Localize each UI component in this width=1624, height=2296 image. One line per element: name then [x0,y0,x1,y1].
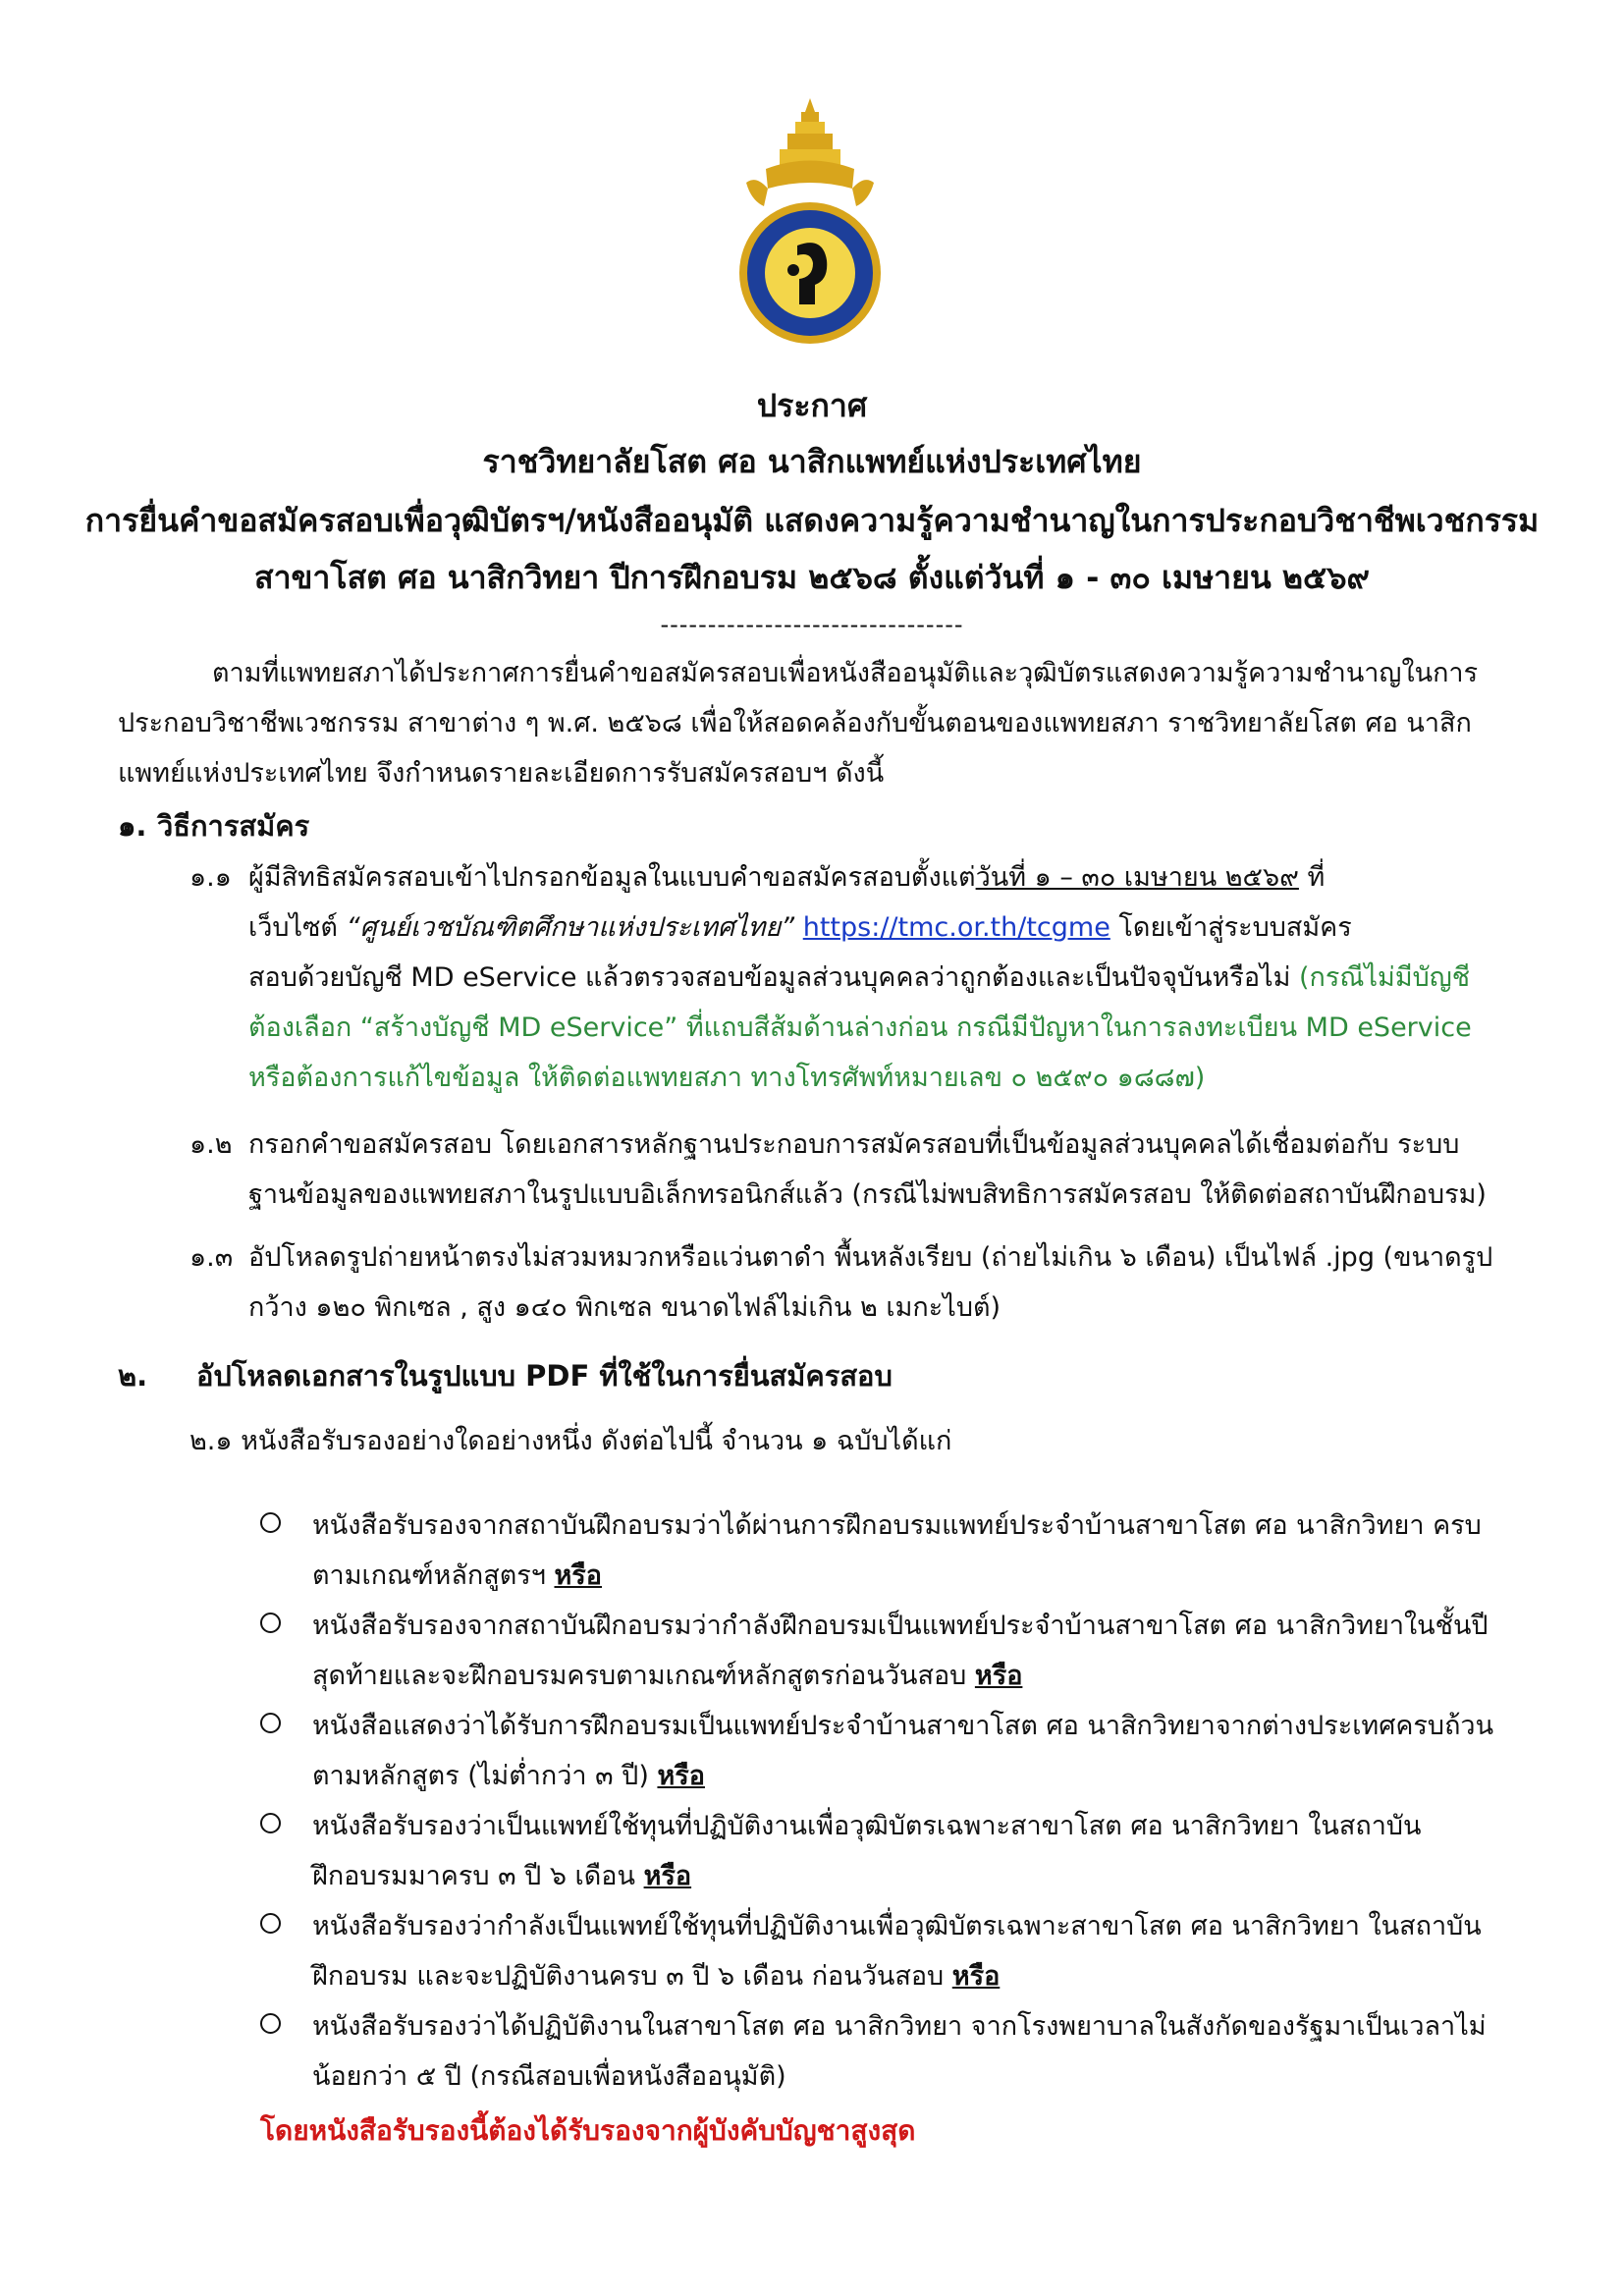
intro-line-1: ตามที่แพทยสภาได้ประกาศการยื่นคำขอสมัครสอบเพื่อหนังสืออนุมัติและวุฒิบัตรแสดงความรู้ความชำนาญในการ [212,658,1479,688]
item-1-1 [189,852,1520,1103]
circle-bullet-icon [260,2013,281,2034]
site-name: “ศูนย์เวชบัณฑิตศึกษาแห่งประเทศไทย” [346,912,795,943]
or-keyword: หรือ [951,1961,1001,1992]
circle-bullet-icon [260,1913,281,1934]
registration-link[interactable]: https://tmc.or.th/tcgme [802,912,1110,943]
item-1-3-line-2: กว้าง ๑๒๐ พิกเซล , สูง ๑๔๐ พิกเซล ขนาดไฟล์ไม่เกิน ๒ เมกะไบต์) [248,1292,1001,1323]
item-1-2-line-1: กรอกคำขอสมัครสอบ โดยเอกสารหลักฐานประกอบการสมัครสอบที่เป็นข้อมูลส่วนบุคคลได้เชื่อมต่อกับ ระบบ [248,1129,1460,1160]
item-1-1-line-2: เว็บไซต์ “ศูนย์เวชบัณฑิตศึกษาแห่งประเทศไทย” https://tmc.or.th/tcgme โดยเข้าสู่ระบบสมัคร [248,912,1352,943]
bullet-item: หนังสือรับรองจากสถาบันฝึกอบรมว่ากำลังฝึกอบรมเป็นแพทย์ประจำบ้านสาขาโสต ศอ นาสิกวิทยาในชั้นปี สุดท้ายและจะฝึกอบรมครบตามเกณฑ์หลักสูตรก่อนวันสอบ หรือ [260,1601,1522,1701]
or-keyword: หรือ [657,1761,705,1791]
item-1-2 [189,1120,1520,1220]
red-warning-note: โดยหนังสือรับรองนี้ต้องได้รับรองจากผู้บังคับบัญชาสูงสุด [260,2114,916,2147]
item-number: ๑.๓ [189,1242,234,1273]
bullet-item: หนังสือรับรองจากสถาบันฝึกอบรมว่าได้ผ่านการฝึกอบรมแพทย์ประจำบ้านสาขาโสต ศอ นาสิกวิทยา ครบ ตามเกณฑ์หลักสูตรฯ หรือ [260,1501,1522,1601]
crown-icon [746,98,874,206]
organization-name: ราชวิทยาลัยโสต ศอ นาสิกแพทย์แห่งประเทศไทย [482,443,1142,480]
subject-line-1: การยื่นคำขอสมัครสอบเพื่อวุฒิบัตรฯ/หนังสืออนุมัติ แสดงความรู้ความชำนาญในการประกอบวิชาชีพเวชกรรม [84,502,1540,539]
item-number: ๑.๒ [189,1129,233,1160]
section-1-heading: ๑. วิธีการสมัคร [118,809,310,843]
separator-line: -------------------------------- [660,611,964,638]
intro-line-3: แพทย์แห่งประเทศไทย จึงกำหนดรายละเอียดการรับสมัครสอบฯ ดังนี้ [118,758,885,789]
item-1-3 [189,1232,1520,1333]
announcement-heading: ประกาศ [756,387,868,424]
subject-line-2: สาขาโสต ศอ นาสิกวิทยา ปีการฝึกอบรม ๒๕๖๘ ตั้งแต่วันที่ ๑ - ๓๐ เมษายน ๒๕๖๙ [254,559,1370,596]
or-keyword: หรือ [974,1661,1023,1691]
item-number: ๑.๑ [189,862,232,893]
intro-paragraph [118,648,1512,798]
college-emblem-logo [736,98,884,363]
circle-bullet-icon [260,1713,281,1733]
circle-bullet-icon [260,1613,281,1633]
bullet-item: หนังสือแสดงว่าได้รับการฝึกอบรมเป็นแพทย์ประจำบ้านสาขาโสต ศอ นาสิกวิทยาจากต่างประเทศครบถ้วน ตามหลักสูตร (ไม่ต่ำกว่า ๓ ปี) หรือ [260,1701,1522,1801]
intro-line-2: ประกอบวิชาชีพเวชกรรม สาขาต่าง ๆ พ.ศ. ๒๕๖๘ เพื่อให้สอดคล้องกับขั้นตอนของแพทยสภา ราชวิทยาลัยโสต ศอ นาสิก [118,708,1472,738]
item-1-1-line-1: ผู้มีสิทธิสมัครสอบเข้าไปกรอกข้อมูลในแบบคำขอสมัครสอบตั้งแต่วันที่ ๑ – ๓๐ เมษายน ๒๕๖๙ ที่ [248,862,1326,893]
item-1-1-note-line-5: หรือต้องการแก้ไขข้อมูล ให้ติดต่อแพทยสภา ทางโทรศัพท์หมายเลข ๐ ๒๕๙๐ ๑๘๘๗) [248,1063,1206,1093]
sub-item-2-1: ๒.๑ หนังสือรับรองอย่างใดอย่างหนึ่ง ดังต่อไปนี้ จำนวน ๑ ฉบับได้แก่ [189,1426,952,1456]
item-1-3-line-1: อัปโหลดรูปถ่ายหน้าตรงไม่สวมหมวกหรือแว่นตาดำ พื้นหลังเรียบ (ถ่ายไม่เกิน ๖ เดือน) เป็นไฟล์ .jpg (ขนาดรูป [248,1242,1493,1273]
bullet-item: หนังสือรับรองว่าได้ปฏิบัติงานในสาขาโสต ศอ นาสิกวิทยา จากโรงพยาบาลในสังกัดของรัฐมาเป็นเวลาไม่ น้อยกว่า ๕ ปี (กรณีสอบเพื่อหนังสืออนุมัติ) [260,2001,1522,2102]
section-2-heading: ๒. อัปโหลดเอกสารในรูปแบบ PDF ที่ใช้ในการยื่นสมัครสอบ [118,1359,893,1393]
or-keyword: หรือ [554,1560,602,1591]
item-1-1-note-line-4: ต้องเลือก “สร้างบัญชี MD eService” ที่แถบสีส้มด้านล่างก่อน กรณีมีปัญหาในการลงทะเบียน MD eService [248,1012,1472,1043]
item-1-1-line-3: สอบด้วยบัญชี MD eService แล้วตรวจสอบข้อมูลส่วนบุคคลว่าถูกต้องและเป็นปัจจุบันหรือไม่ (กรณีไม่มีบัญชี [248,962,1471,993]
application-date: วันที่ ๑ – ๓๐ เมษายน ๒๕๖๙ [975,862,1299,893]
item-1-2-line-2: ฐานข้อมูลของแพทยสภาในรูปแบบอิเล็กทรอนิกส์แล้ว (กรณีไม่พบสิทธิการสมัครสอบ ให้ติดต่อสถาบันฝึกอบรม) [248,1179,1487,1210]
bullet-item: หนังสือรับรองว่าเป็นแพทย์ใช้ทุนที่ปฏิบัติงานเพื่อวุฒิบัตรเฉพาะสาขาโสต ศอ นาสิกวิทยา ในสถาบัน ฝึกอบรมมาครบ ๓ ปี ๖ เดือน หรือ [260,1801,1522,1901]
bullet-item: หนังสือรับรองว่ากำลังเป็นแพทย์ใช้ทุนที่ปฏิบัติงานเพื่อวุฒิบัตรเฉพาะสาขาโสต ศอ นาสิกวิทยา ในสถาบัน ฝึกอบรม และจะปฏิบัติงานครบ ๓ ปี ๖ เดือน ก่อนวันสอบ หรือ [260,1901,1522,2001]
or-keyword: หรือ [643,1861,692,1891]
circle-bullet-icon [260,1813,281,1833]
circle-bullet-icon [260,1512,281,1533]
